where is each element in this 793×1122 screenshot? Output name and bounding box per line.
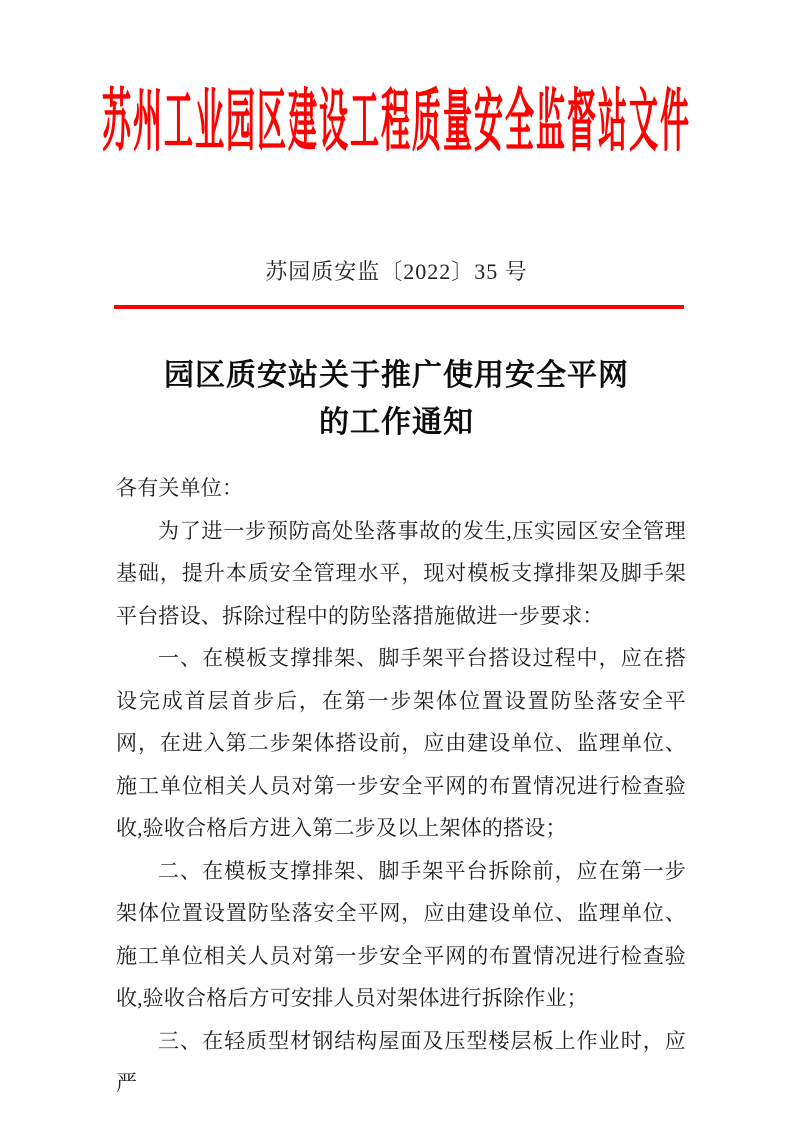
notice-title-line1: 园区质安站关于推广使用安全平网 — [164, 359, 629, 392]
agency-title: 苏州工业园区建设工程质量安全监督站文件 — [101, 85, 691, 161]
body-paragraph: 二、在模板支撑排架、脚手架平台拆除前，应在第一步架体位置设置防坠落安全平网，应由建设单位、监理单位、施工单位相关人员对第一步安全平网的布置情况进行检查验收,验收合格后方可安排人员对架体进行拆除作业； — [116, 858, 686, 1010]
body-paragraph: 三、在轻质型材钢结构屋面及压型楼层板上作业时，应严 — [116, 1028, 686, 1095]
notice-title — [0, 352, 793, 446]
body-paragraph: 为了进一步预防高处坠落事故的发生,压实园区安全管理基础，提升本质安全管理水平，现对模板支撑排架及脚手架平台搭设、拆除过程中的防坠落措施做进一步要求： — [116, 518, 686, 628]
body-paragraph: 一、在模板支撑排架、脚手架平台搭设过程中，应在搭设完成首层首步后，在第一步架体位置设置防坠落安全平网，在进入第二步架体搭设前，应由建设单位、监理单位、施工单位相关人员对第一步安全平网的布置情况进行检查验收,验收合格后方进入第二步及以上架体的搭设； — [116, 646, 686, 840]
notice-title-line2: 的工作通知 — [319, 406, 474, 439]
doc-number: 苏园质安监〔2022〕35 号 — [265, 259, 528, 284]
notice-body — [116, 467, 686, 1105]
red-divider-line — [114, 305, 684, 309]
salutation: 各有关单位： — [116, 476, 244, 500]
letterhead — [0, 85, 793, 161]
